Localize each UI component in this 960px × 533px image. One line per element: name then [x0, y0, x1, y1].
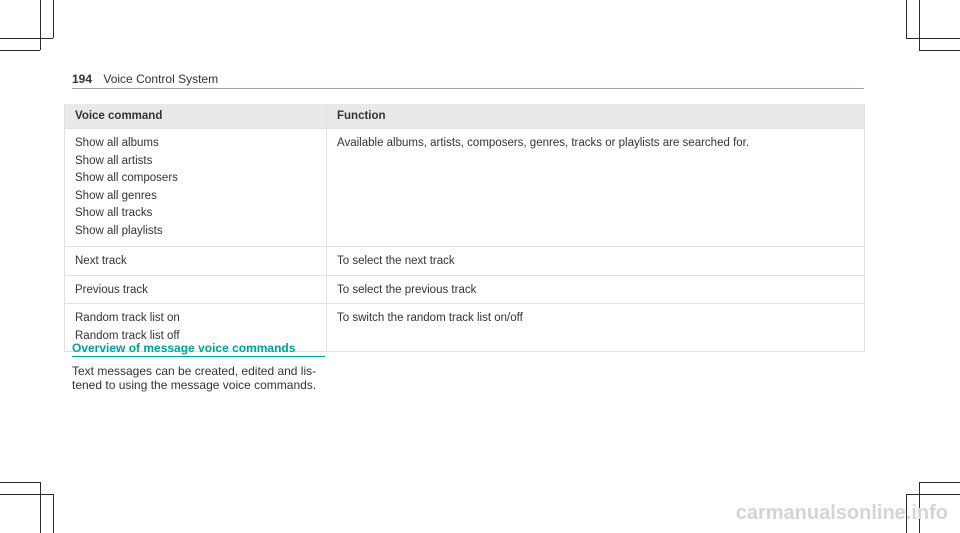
command-cell	[65, 247, 327, 276]
section-heading-rule	[72, 356, 325, 357]
crop-mark-br-horizontal	[919, 482, 960, 483]
table-header-row	[65, 104, 865, 129]
page-header	[72, 72, 218, 86]
crop-mark-tl-vertical	[40, 0, 41, 50]
section-body	[72, 364, 342, 392]
crop-mark-tl-horizontal-2	[0, 50, 40, 51]
command-text: Show all composers	[75, 172, 178, 184]
crop-mark-tr-vertical-2	[919, 0, 920, 50]
function-cell: Available albums, artists, composers, genres, tracks or playlists are searched for.	[327, 129, 865, 247]
command-text: Random track list on	[75, 312, 180, 324]
page-number: 194	[72, 72, 93, 86]
command-text: Show all albums	[75, 137, 159, 149]
function-cell: To select the previous track	[327, 275, 865, 304]
crop-mark-bl-horizontal	[0, 482, 40, 483]
header-rule	[72, 88, 864, 89]
function-cell: To select the next track	[327, 247, 865, 276]
table-row	[65, 247, 865, 276]
crop-mark-bl-horizontal-2	[0, 494, 53, 495]
crop-mark-bl-vertical	[40, 482, 41, 533]
section-name: Voice Control System	[103, 72, 219, 86]
command-cell	[65, 129, 327, 247]
voice-command-table	[64, 104, 865, 352]
command-text: Next track	[75, 255, 127, 267]
crop-mark-br-horizontal-2	[906, 494, 960, 495]
crop-mark-tr-horizontal	[906, 38, 960, 39]
command-text: Show all tracks	[75, 207, 153, 219]
function-cell: To switch the random track list on/off	[327, 304, 865, 352]
command-text: Random track list off	[75, 329, 180, 342]
body-line: Text messages can be created, edited and lis-	[72, 364, 317, 378]
crop-mark-bl-vertical-2	[53, 494, 54, 533]
watermark: carmanualsonline.info	[735, 502, 948, 524]
command-text: Show all artists	[75, 154, 153, 167]
table-row	[65, 129, 865, 247]
command-text: Show all playlists	[75, 224, 163, 237]
crop-mark-tl-vertical-2	[53, 0, 54, 38]
crop-mark-tl-horizontal	[0, 38, 53, 39]
column-header-function: Function	[327, 104, 865, 129]
command-cell	[65, 275, 327, 304]
section-heading: Overview of message voice commands	[72, 341, 296, 355]
body-line: tened to using the message voice commands.	[72, 378, 317, 392]
crop-mark-tr-vertical	[906, 0, 907, 38]
command-text: Show all genres	[75, 189, 157, 202]
crop-mark-tr-horizontal-2	[919, 50, 960, 51]
command-text: Previous track	[75, 283, 148, 296]
column-header-voice-command: Voice command	[65, 104, 327, 129]
table-row	[65, 275, 865, 304]
